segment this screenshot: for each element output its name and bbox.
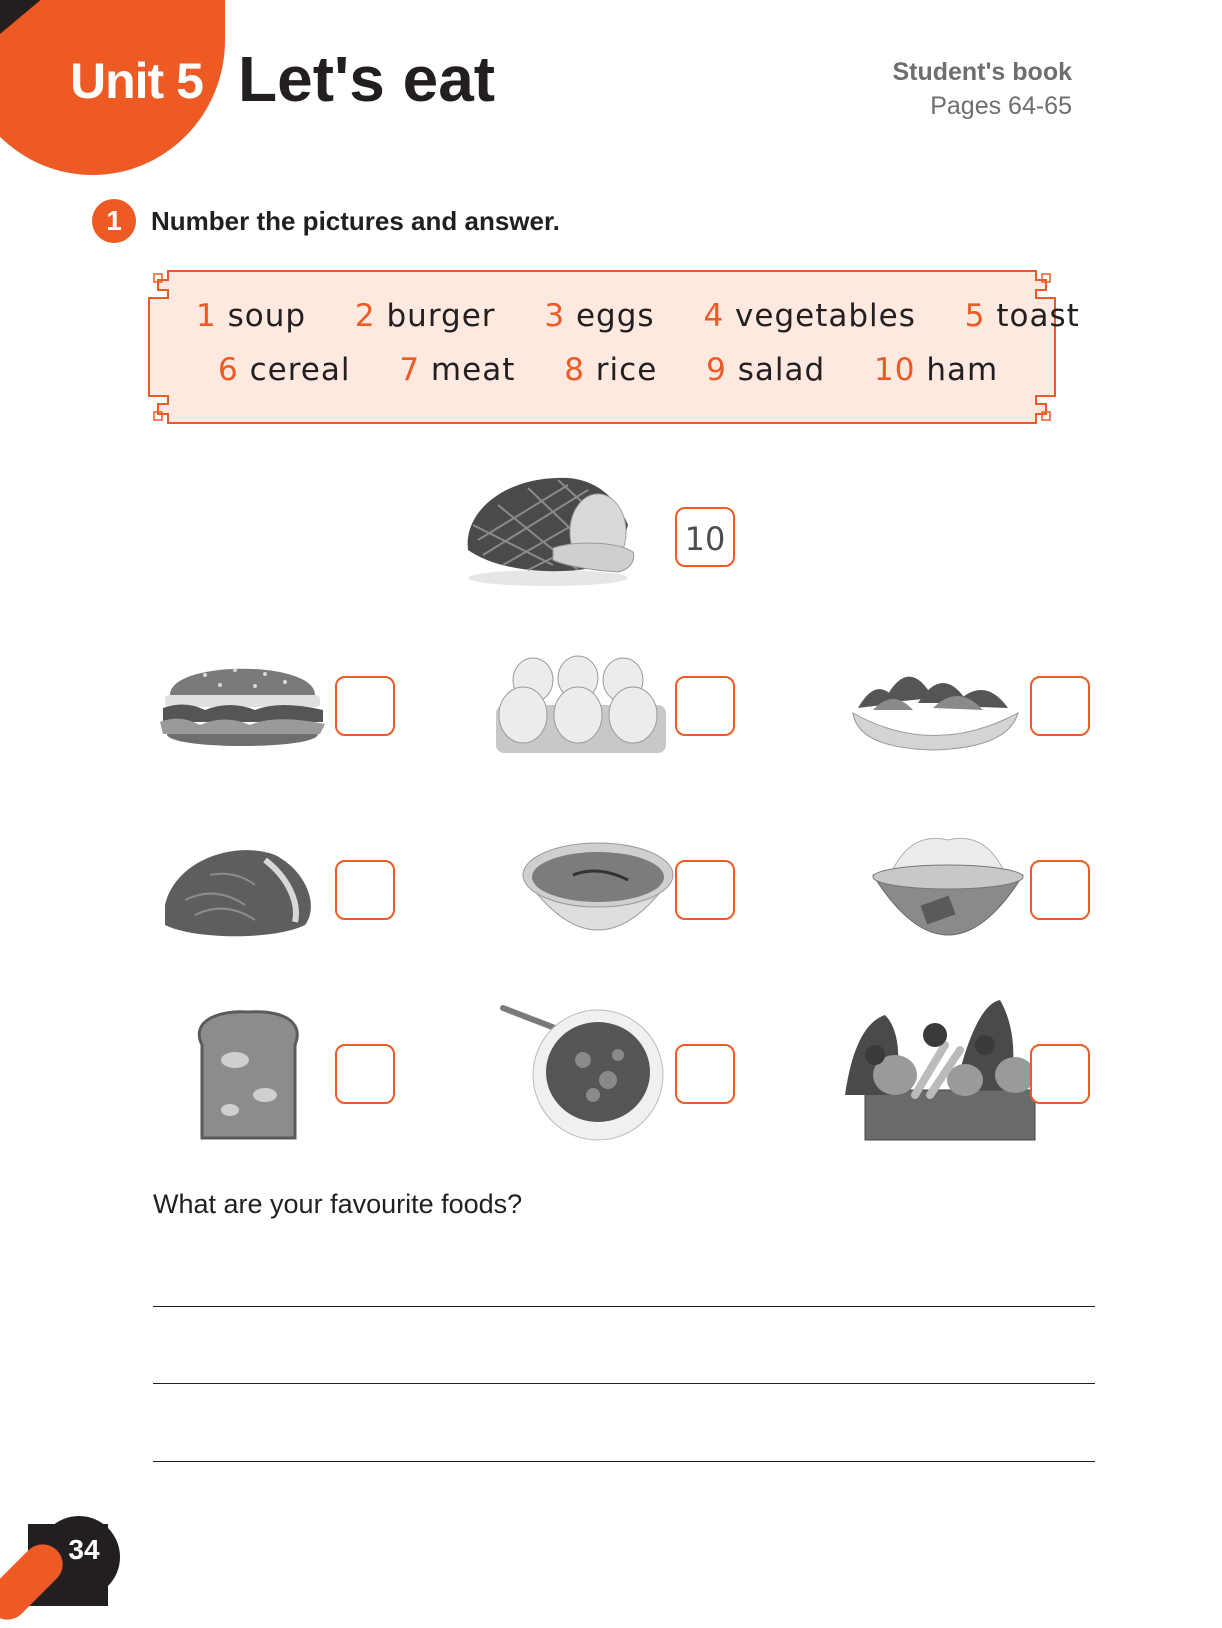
burger-picture	[155, 650, 330, 765]
reference-pages: Pages 64-65	[930, 92, 1072, 120]
toast-picture	[190, 1010, 305, 1145]
answer-box-rice[interactable]	[1030, 860, 1090, 920]
eggs-picture	[488, 650, 678, 765]
answer-line-2[interactable]	[153, 1383, 1095, 1384]
vegetables-picture	[835, 995, 1050, 1155]
soup-picture	[518, 835, 678, 965]
reference-book: Student's book	[892, 58, 1072, 86]
word-item: 9 salad	[706, 352, 826, 388]
salad-picture	[838, 648, 1028, 763]
word-item: 2 burger	[354, 298, 496, 334]
answer-line-3[interactable]	[153, 1461, 1095, 1462]
answer-box-toast[interactable]	[335, 1044, 395, 1104]
word-item: 3 eggs	[544, 298, 655, 334]
cereal-picture	[498, 1000, 678, 1150]
rice-picture	[868, 835, 1028, 965]
word-item: 8 rice	[564, 352, 658, 388]
exercise-instruction: Number the pictures and answer.	[151, 206, 560, 236]
word-bank	[146, 268, 1080, 426]
word-bank-row-1	[196, 298, 1080, 334]
answer-box-meat[interactable]	[335, 860, 395, 920]
answer-box-ham[interactable]: 10	[675, 507, 735, 567]
page-number: 34	[68, 1534, 100, 1565]
word-item: 4 vegetables	[703, 298, 916, 334]
word-bank-row-2	[218, 352, 998, 388]
answer-box-cereal[interactable]	[675, 1044, 735, 1104]
word-item: 7 meat	[399, 352, 516, 388]
word-bank-frame	[146, 268, 1058, 426]
meat-picture	[155, 830, 330, 950]
exercise-number-badge: 1	[92, 199, 136, 243]
answer-box-salad[interactable]	[1030, 676, 1090, 736]
answer-box-eggs[interactable]	[675, 676, 735, 736]
word-item: 10 ham	[874, 352, 999, 388]
word-item: 6 cereal	[218, 352, 351, 388]
answer-line-1[interactable]	[153, 1306, 1095, 1307]
page-title: Let's eat	[238, 43, 496, 115]
word-item: 1 soup	[196, 298, 307, 334]
answer-box-vegetables[interactable]	[1030, 1044, 1090, 1104]
ham-picture	[458, 470, 648, 590]
answer-box-burger[interactable]	[335, 676, 395, 736]
question-text: What are your favourite foods?	[153, 1189, 523, 1219]
word-item: 5 toast	[964, 298, 1080, 334]
unit-label: Unit 5	[70, 53, 203, 109]
answer-box-soup[interactable]	[675, 860, 735, 920]
